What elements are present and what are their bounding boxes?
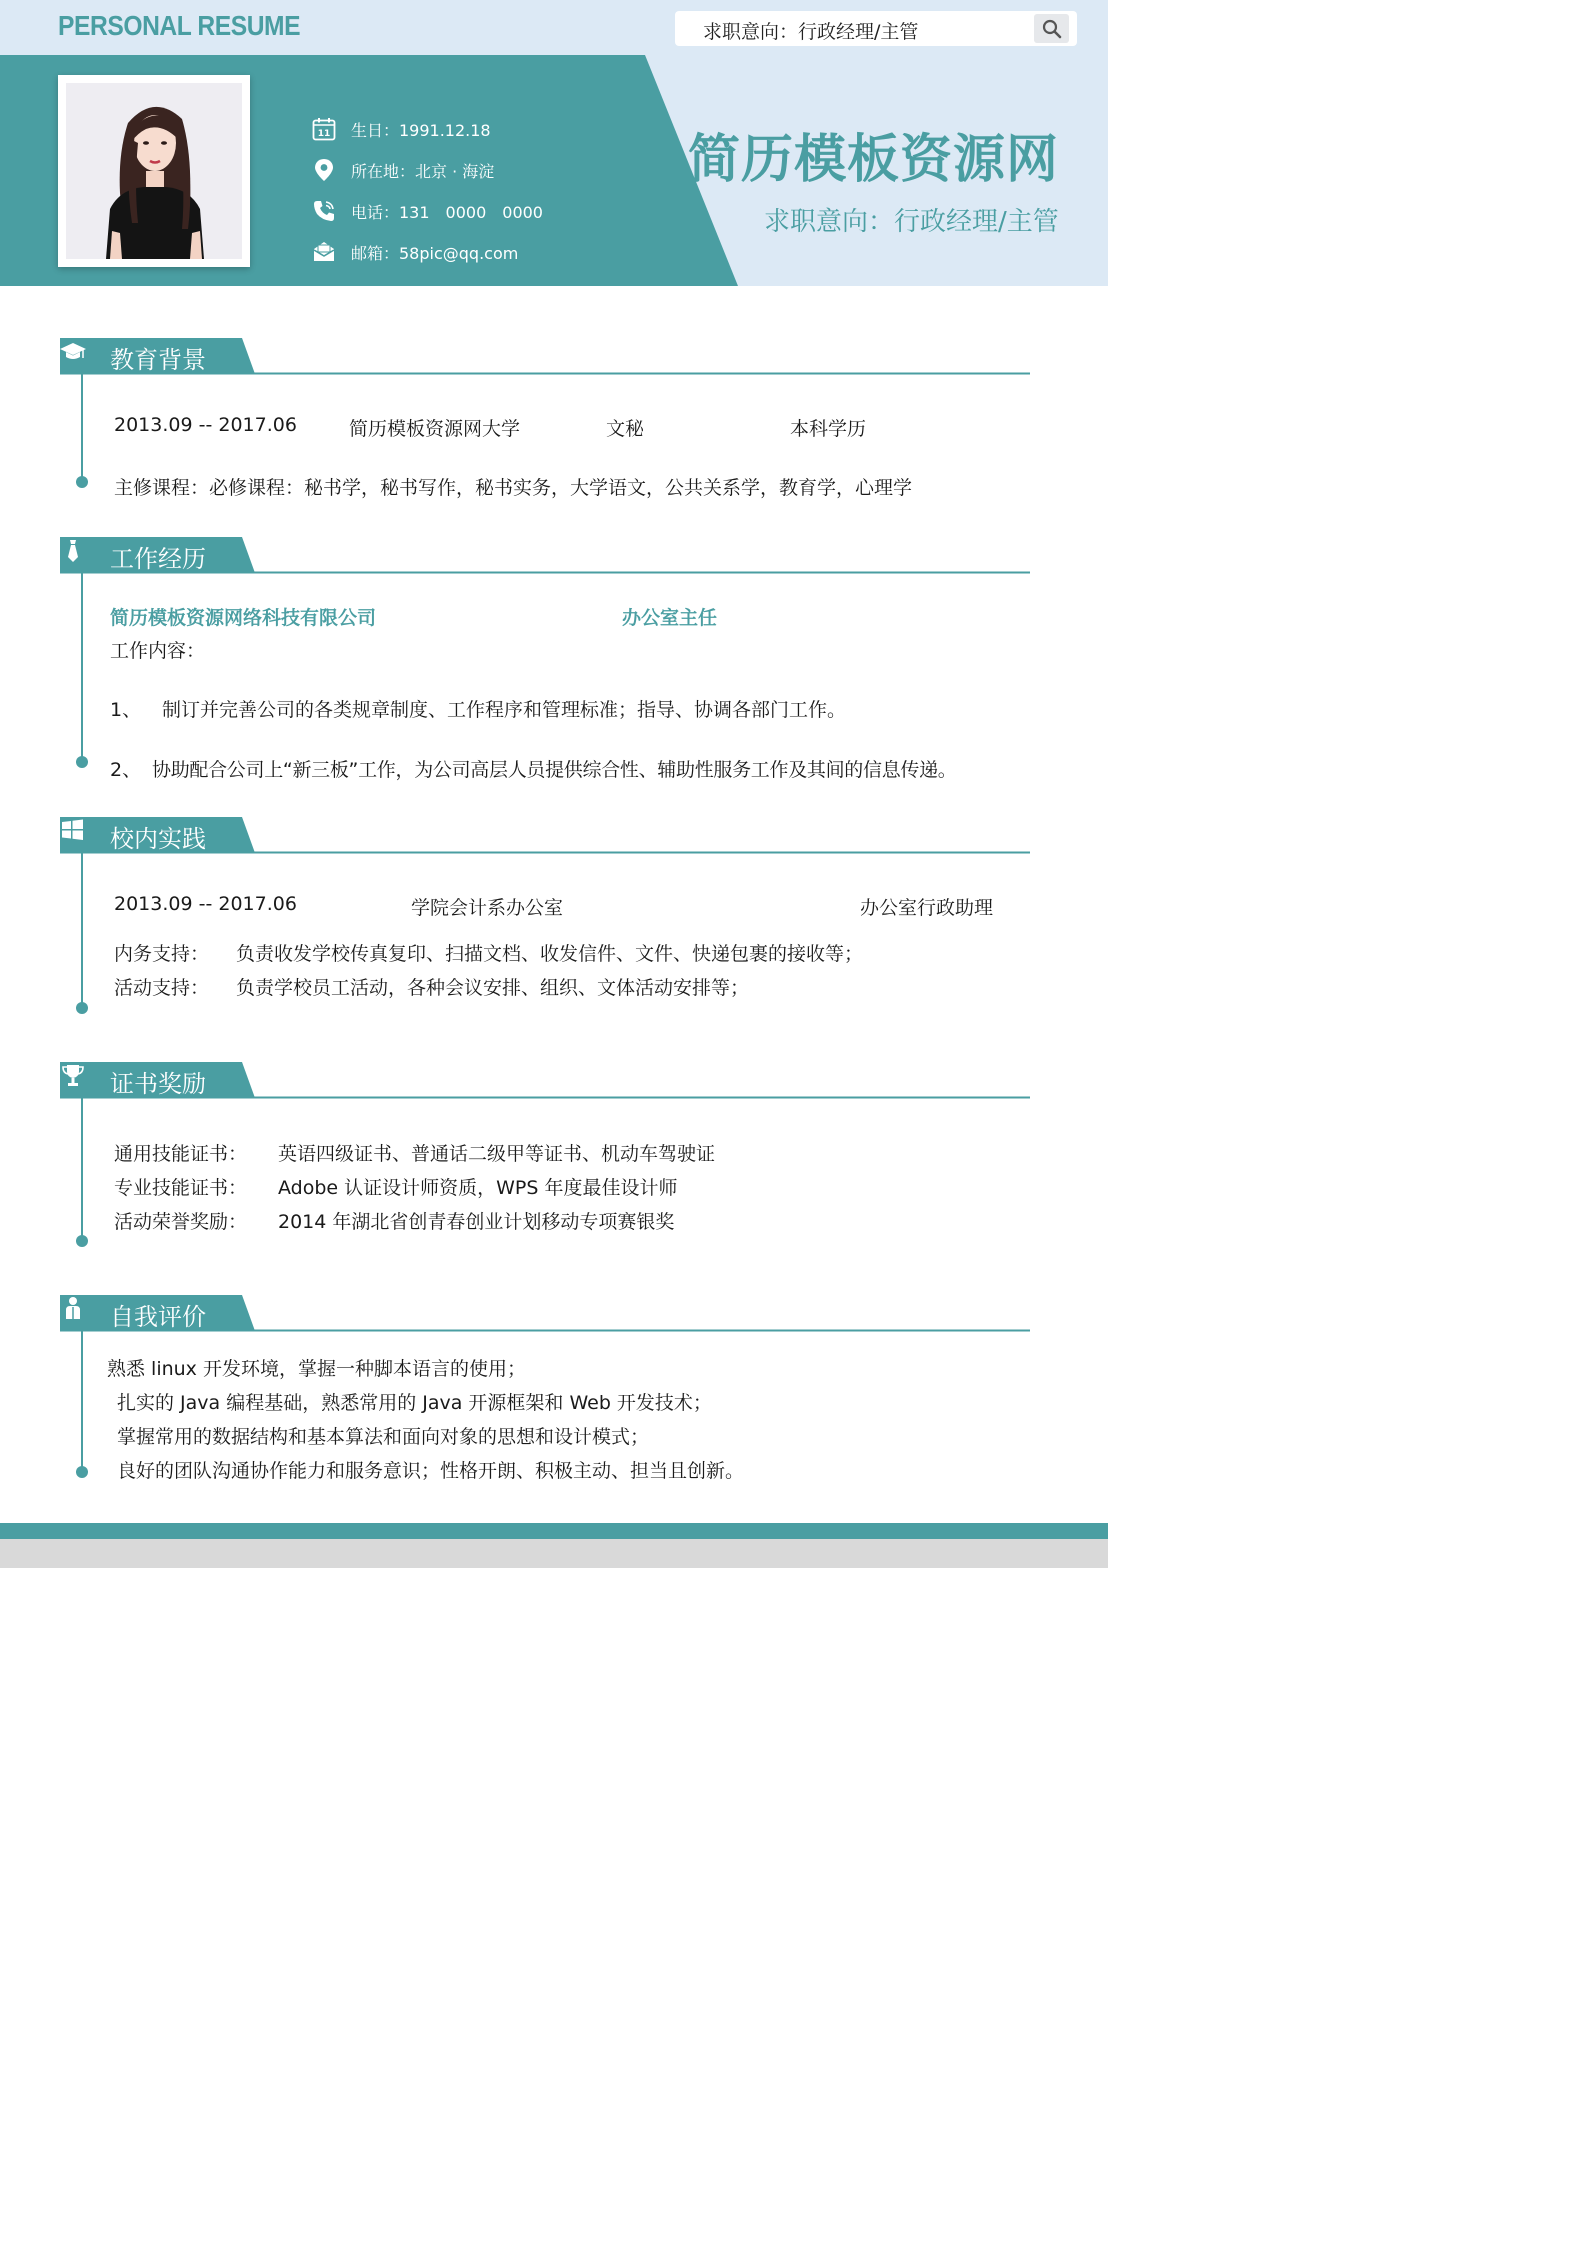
campus-row1-label: 内务支持：: [114, 943, 210, 965]
section-self: [0, 1295, 1108, 1485]
work-item1-num: 1、: [110, 699, 142, 721]
campus-row1-text: 负责收发学校传真复印、扫描文档、收发信件、文件、快递包裹的接收等；: [236, 943, 864, 965]
trophy-icon: [60, 1062, 86, 1088]
location-pin-icon: [313, 158, 335, 182]
timeline-line: [81, 1331, 83, 1471]
work-item2-num: 2、: [110, 759, 142, 781]
person-icon: [60, 1295, 86, 1321]
timeline-dot: [76, 1002, 88, 1014]
section-title: 证书奖励: [110, 1070, 206, 1098]
awards-row1-text: 英语四级证书、普通话二级甲等证书、机动车驾驶证: [278, 1143, 716, 1165]
self-line2: 扎实的 Java 编程基础，熟悉常用的 Java 开源框架和 Web 开发技术；: [117, 1392, 712, 1414]
timeline-dot: [76, 1235, 88, 1247]
job-intent: 求职意向：行政经理/主管: [764, 207, 1059, 237]
email-text: 邮箱：58pic@qq.com: [351, 243, 519, 263]
section-header: [60, 817, 1030, 855]
timeline-dot: [76, 1466, 88, 1478]
section-work: [0, 537, 1108, 781]
calendar-icon: [312, 117, 336, 141]
section-title: 教育背景: [110, 346, 206, 374]
work-item2: 协助配合公司上“新三板”工作，为公司高层人员提供综合性、辅助性服务工作及其间的信息传递。: [152, 759, 957, 781]
work-position: 办公室主任: [622, 607, 718, 629]
section-header: [60, 1295, 1030, 1333]
top-bar: [0, 0, 1108, 55]
site-title: 简历模板资源网: [688, 130, 1060, 190]
edu-period: 2013.09 -- 2017.06: [114, 414, 297, 436]
search-box[interactable]: [675, 11, 1077, 46]
campus-period: 2013.09 -- 2017.06: [114, 893, 297, 915]
mail-icon: [312, 240, 336, 264]
section-title: 自我评价: [110, 1303, 206, 1331]
search-button[interactable]: [1034, 14, 1069, 43]
birthday-text: 生日：1991.12.18: [351, 120, 491, 140]
timeline-line: [81, 374, 83, 482]
location-row: [312, 157, 494, 183]
edu-degree: 本科学历: [790, 418, 867, 440]
timeline-line: [81, 1098, 83, 1240]
necktie-icon: [60, 537, 86, 563]
self-line1: 熟悉 linux 开发环境，掌握一种脚本语言的使用；: [107, 1358, 526, 1380]
search-text: 求职意向：行政经理/主管: [703, 21, 919, 43]
profile-photo: [66, 83, 242, 259]
timeline-dot: [76, 756, 88, 768]
profile-photo-frame: [58, 75, 250, 267]
work-content-label: 工作内容：: [110, 640, 206, 662]
email-row: [312, 239, 518, 265]
section-header: [60, 338, 1030, 376]
section-education: [0, 338, 1108, 498]
awards-row2-text: Adobe 认证设计师资质，WPS 年度最佳设计师: [278, 1177, 678, 1199]
timeline-line: [81, 573, 83, 761]
search-icon: [1042, 19, 1062, 39]
footer-bar: [0, 1523, 1108, 1539]
section-header: [60, 1062, 1030, 1100]
edu-school: 简历模板资源网大学: [349, 418, 521, 440]
self-line3: 掌握常用的数据结构和基本算法和面向对象的思想和设计模式；: [117, 1426, 650, 1448]
graduation-cap-icon: [60, 338, 86, 364]
campus-org: 学院会计系办公室: [411, 897, 564, 919]
section-header: [60, 537, 1030, 575]
self-line4: 良好的团队沟通协作能力和服务意识；性格开朗、积极主动、担当且创新。: [117, 1460, 745, 1482]
timeline-line: [81, 853, 83, 1007]
awards-row3-text: 2014 年湖北省创青春创业计划移动专项赛银奖: [278, 1211, 675, 1233]
section-title: 校内实践: [110, 825, 206, 853]
brand-title: PERSONAL RESUME: [58, 10, 301, 41]
section-campus: [0, 817, 1108, 1017]
phone-icon: [312, 199, 336, 223]
phone-row: [312, 198, 543, 224]
campus-row2-label: 活动支持：: [114, 977, 210, 999]
work-item1: 制订并完善公司的各类规章制度、工作程序和管理标准；指导、协调各部门工作。: [162, 699, 847, 721]
birthday-row: [312, 116, 491, 142]
campus-role: 办公室行政助理: [860, 897, 994, 919]
section-title: 工作经历: [110, 545, 206, 573]
edu-major: 文秘: [606, 418, 645, 440]
phone-text: 电话：131 0000 0000: [351, 202, 543, 222]
campus-row2-text: 负责学校员工活动，各种会议安排、组织、文体活动安排等；: [236, 977, 750, 999]
awards-row3-label: 活动荣誉奖励：: [114, 1211, 248, 1233]
profile-header: [0, 55, 1108, 286]
work-company: 简历模板资源网络科技有限公司: [110, 607, 377, 629]
awards-row2-label: 专业技能证书：: [114, 1177, 248, 1199]
edu-courses: 主修课程：必修课程：秘书学，秘书写作，秘书实务，大学语文，公共关系学，教育学，心理学: [114, 477, 913, 499]
svg-text:11: 11: [317, 129, 331, 139]
windows-icon: [60, 817, 86, 843]
timeline-dot: [76, 476, 88, 488]
footer-strip: [0, 1539, 1108, 1568]
section-awards: [0, 1062, 1108, 1252]
location-text: 所在地：北京 · 海淀: [351, 161, 495, 181]
awards-row1-label: 通用技能证书：: [114, 1143, 248, 1165]
